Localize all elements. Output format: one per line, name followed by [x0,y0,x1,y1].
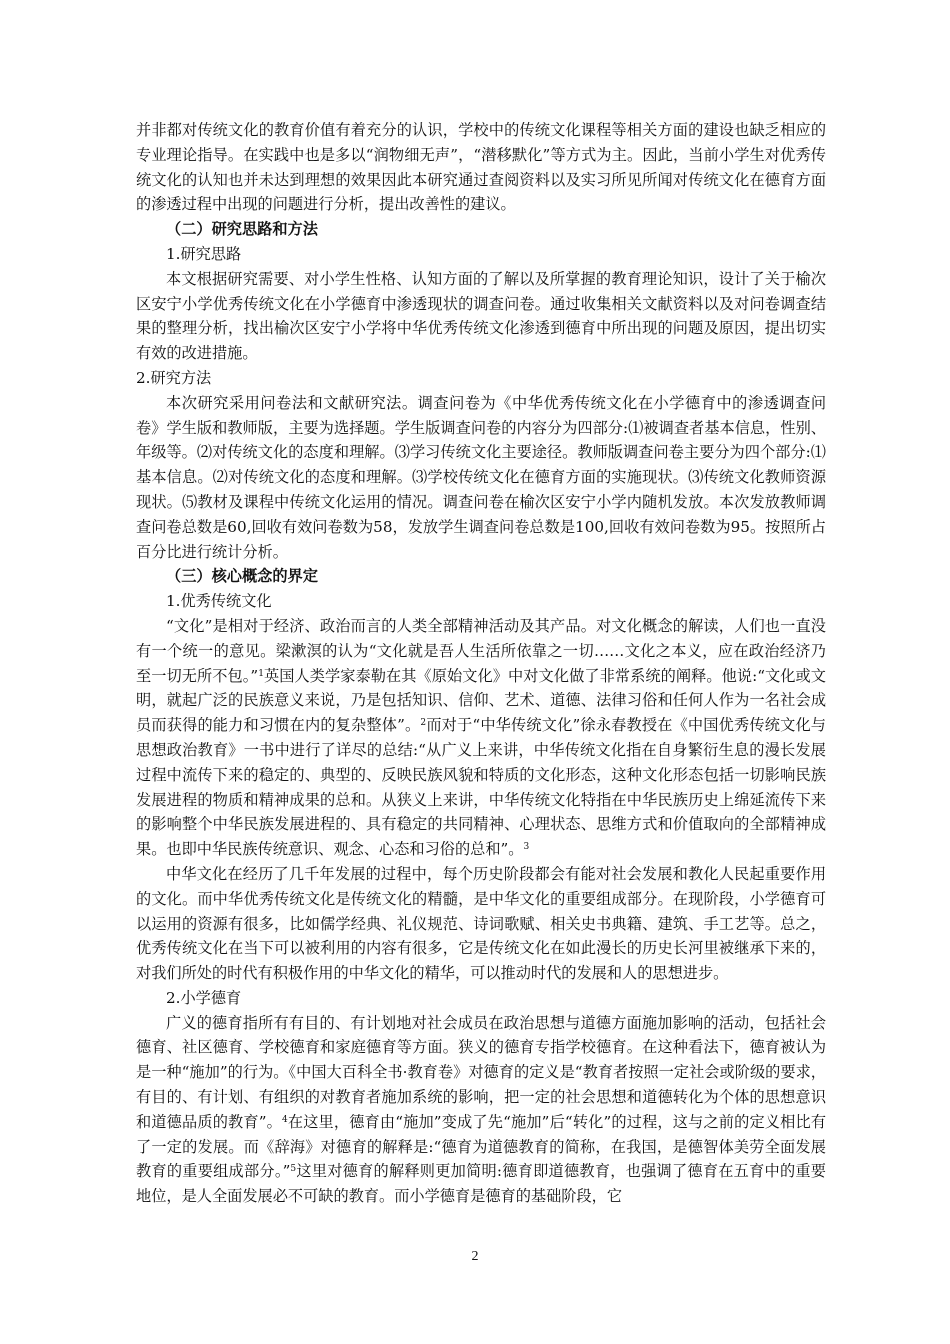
footnote-ref-4: 4 [281,1114,288,1125]
document-body [136,118,826,1209]
paragraph-culture-definition [136,614,826,862]
text-segment: “文化”是相对于经济、政治而言的人类全部精神活动及其产品。对文化概念的解读，人们也一直没有一个统一的意见。梁漱溟的认为“文化就是吾人生活所依靠之一切……文化之本义，应在政治经济乃至一切无所不包。” [136,616,826,685]
text-segment: 英国人类学家泰勒在其《原始文化》中对文化做了非常系统的阐释。他说:“文化或文明，就起广泛的民族意义来说，乃是包括知识、信仰、艺术、道德、法律习俗和任何人作为一名社会成员而获得的能力和习惯在内的复杂整体”。 [136,666,826,735]
footnote-ref-1: 1 [258,668,264,679]
footnote-ref-2: 2 [420,718,427,729]
section-heading-core-concepts: （三）核心概念的界定 [166,567,318,586]
paragraph-research-methods: 本次研究采用问卷法和文献研究法。调查问卷为《中华优秀传统文化在小学德育中的渗透调查问卷》学生版和教师版，主要为选择题。学生版调查问卷的内容分为四部分:⑴被调查者基本信息，性别、年级等。⑵对传统文化的态度和理解。⑶学习传统文化主要途径。教师版调查问卷主要分为四个部分:⑴基本信息。⑵对传统文化的态度和理解。⑶学校传统文化在德育方面的实施现状。⑶传统文化教师资源现状。⑸教材及课程中传统文化运用的情况。调查问卷在榆次区安宁小学内随机发放。本次发放教师调查问卷总数是60,回收有效问卷数为58，发放学生调查问卷总数是100,回收有效问卷数为95。按照所占百分比进行统计分析。 [136,393,826,561]
paragraph-intro-continued: 并非都对传统文化的教育价值有着充分的认识，学校中的传统文化课程等相关方面的建设也缺乏相应的专业理论指导。在实践中也是多以“润物细无声”，“潜移默化”等方式为主。因此，当前小学生对优秀传统文化的认知也并未达到理想的效果因此本研究通过查阅资料以及实习所见所闻对传统文化在德育方面的渗透过程中出现的问题进行分析，提出改善性的建议。 [136,121,826,214]
text-segment: 这里对德育的解释则更加简明:德育即道德教育，也强调了德育在五育中的重要地位，是人全面发展必不可缺的教育。而小学德育是德育的基础阶段，它 [136,1162,826,1206]
subheading-research-methods: 2.研究方法 [136,368,212,387]
section-heading-research-approach: （二）研究思路和方法 [166,220,318,239]
subheading-research-ideas: 1.研究思路 [166,244,242,263]
footnote-ref-3: 3 [523,842,530,853]
text-segment: 广义的德育指所有有目的、有计划地对社会成员在政治思想与道德方面施加影响的活动，包括社会德育、社区德育、学校德育和家庭德育等方面。狭义的德育专指学校德育。在这种看法下，德育被认为是一种“施加”的行为。《中国大百科全书·教育卷》对德育的定义是“教育者按照一定社会或阶级的要求，有目的、有计划、有组织的对教育者施加系统的影响，把一定的社会思想和道德转化为个体的思想意识和道德品质的教育”。 [136,1013,826,1131]
paragraph-moral-education [136,1011,826,1209]
footnote-ref-5: 5 [290,1164,297,1175]
paragraph-chinese-culture: 中华文化在经历了几千年发展的过程中，每个历史阶段都会有能对社会发展和教化人民起重要作用的文化。而中华优秀传统文化是传统文化的精髓，是中华文化的重要组成部分。在现阶段，小学德育可以运用的资源有很多，比如儒学经典、礼仪规范、诗词歌赋、相关史书典籍、建筑、手工艺等。总之，优秀传统文化在当下可以被利用的内容有很多，它是传统文化在如此漫长的历史长河里被继承下来的，对我们所处的时代有积极作用的中华文化的精华，可以推动时代的发展和人的思想进步。 [136,864,826,983]
text-segment: 在这里，德育由“施加”变成了先“施加”后“转化”的过程，这与之前的定义相比有了一定的发展。而《辞海》对德育的解释是:“德育为道德教育的简称，在我国，是德智体美劳全面发展教育的重要组成部分。” [136,1112,827,1181]
subheading-primary-moral-education: 2.小学德育 [166,988,242,1007]
page-number: 2 [471,1249,479,1264]
subheading-traditional-culture: 1.优秀传统文化 [166,592,272,611]
paragraph-research-ideas: 本文根据研究需要、对小学生性格、认知方面的了解以及所掌握的教育理论知识，设计了关于榆次区安宁小学优秀传统文化在小学德育中渗透现状的调查问卷。通过收集相关文献资料以及对问卷调查结果的整理分析，找出榆次区安宁小学将中华优秀传统文化渗透到德育中所出现的问题及原因，提出切实有效的改进措施。 [136,269,826,363]
text-segment: 而对于“中华传统文化”徐永春教授在《中国优秀传统文化与思想政治教育》一书中进行了详尽的总结:“从广义上来讲，中华传统文化指在自身繁衍生息的漫长发展过程中流传下来的稳定的、典型的、反映民族风貌和特质的文化形态，这种文化形态包括一切影响民族发展进程的物质和精神成果的总和。从狭义上来讲，中华传统文化特指在中华民族历史上绵延流传下来的影响整个中华民族发展进程的、具有稳定的共同精神、心理状态、思维方式和价值取向的全部精神成果。也即中华民族传统意识、观念、心态和习俗的总和”。 [136,716,826,859]
